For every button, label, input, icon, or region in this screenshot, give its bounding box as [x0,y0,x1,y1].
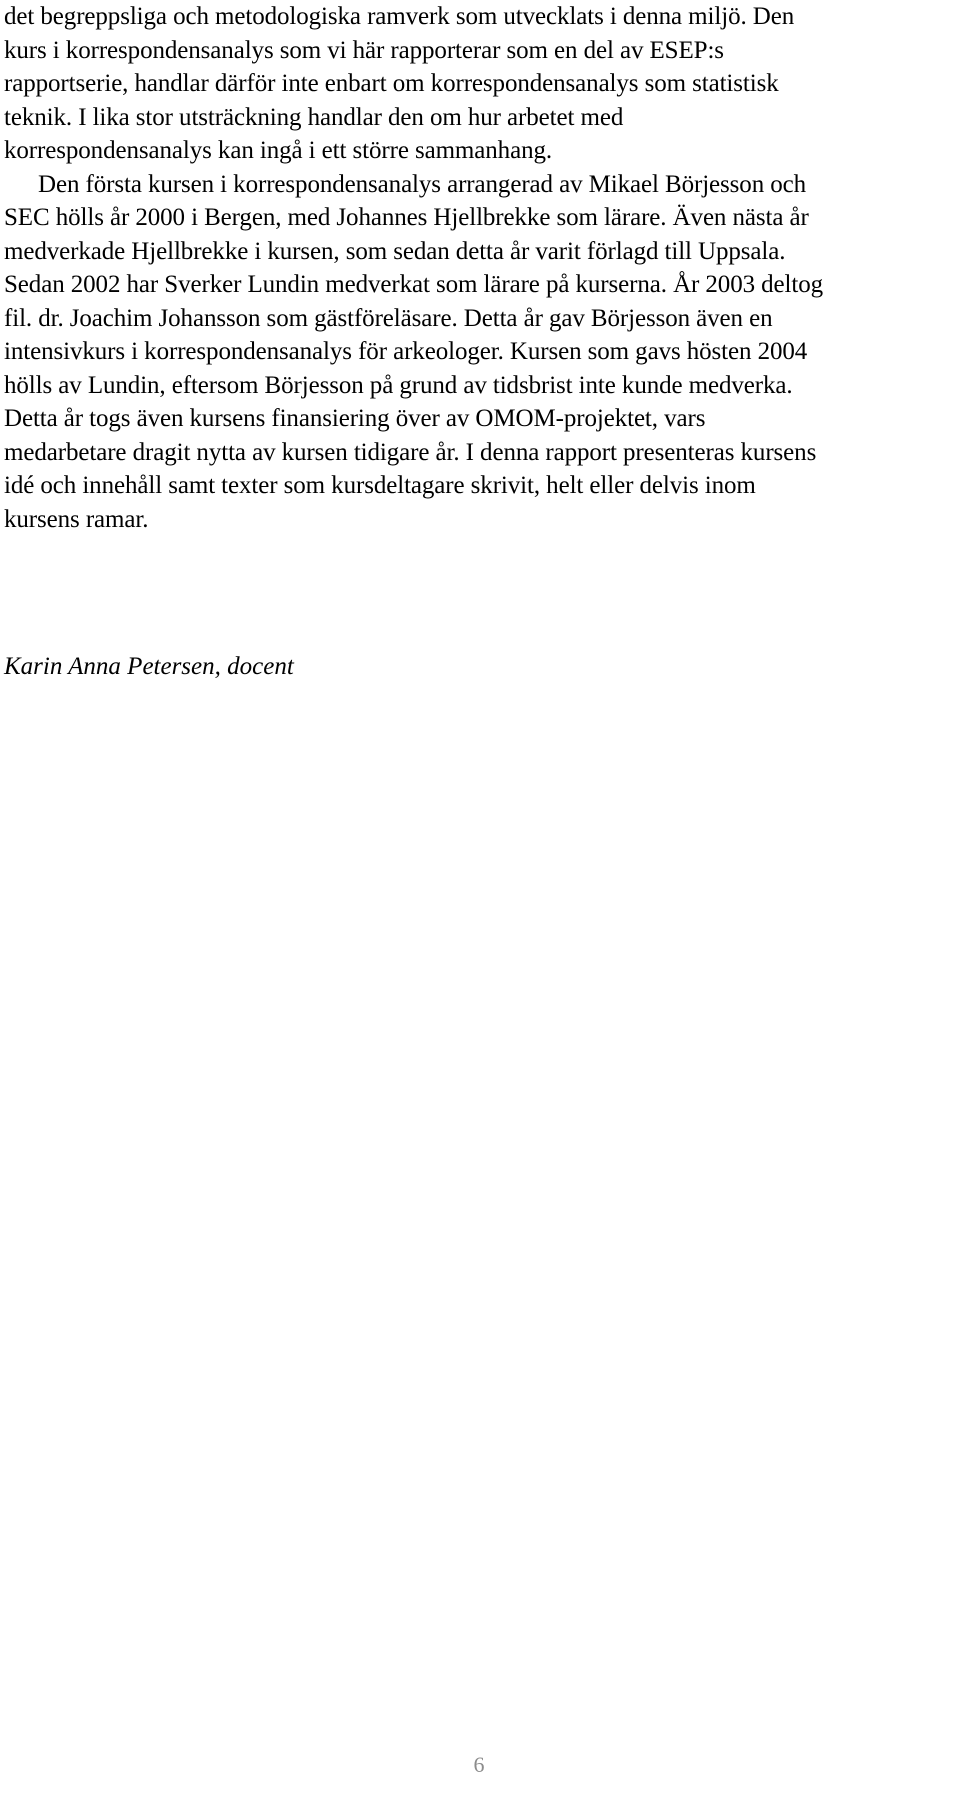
text-line: Detta år togs även kursens finansiering över av OMOM-projektet, vars [4,405,706,432]
text-line: medverkade Hjellbrekke i kursen, som sedan detta år varit förlagd till Uppsala. [4,237,786,265]
author-signature: Karin Anna Petersen, docent [4,653,294,680]
text-line: SEC hölls år 2000 i Bergen, med Johannes Hjellbrekke som lärare. Även nästa år [4,204,809,231]
text-line: idé och innehåll samt texter som kursdeltagare skrivit, helt eller delvis inom [4,472,756,499]
text-line: kurs i korrespondensanalys som vi här rapporterar som en del av ESEP:s [4,36,724,64]
text-line: medarbetare dragit nytta av kursen tidigare år. I denna rapport presenteras kursens [4,438,817,466]
text-line: fil. dr. Joachim Johansson som gästföreläsare. Detta år gav Börjesson även en [4,304,773,332]
text-line: kursens ramar. [4,505,149,533]
text-line: Sedan 2002 har Sverker Lundin medverkat som lärare på kurserna. År 2003 deltog [4,271,824,298]
text-line: teknik. I lika stor utsträckning handlar den om hur arbetet med [4,103,624,131]
text-line: intensivkurs i korrespondensanalys för arkeologer. Kursen som gavs hösten 2004 [4,338,808,365]
text-line: rapportserie, handlar därför inte enbart om korrespondensanalys som statistisk [4,70,779,97]
text-line: Den första kursen i korrespondensanalys arrangerad av Mikael Börjesson och [38,170,807,198]
page-number: 6 [473,1752,487,1777]
text-line: det begreppsliga och metodologiska ramverk som utvecklats i denna miljö. Den [4,3,795,30]
text-line: korrespondensanalys kan ingå i ett större sammanhang. [4,137,553,164]
text-line: hölls av Lundin, eftersom Börjesson på grund av tidsbrist inte kunde medverka. [4,371,793,399]
body-text [4,0,954,536]
